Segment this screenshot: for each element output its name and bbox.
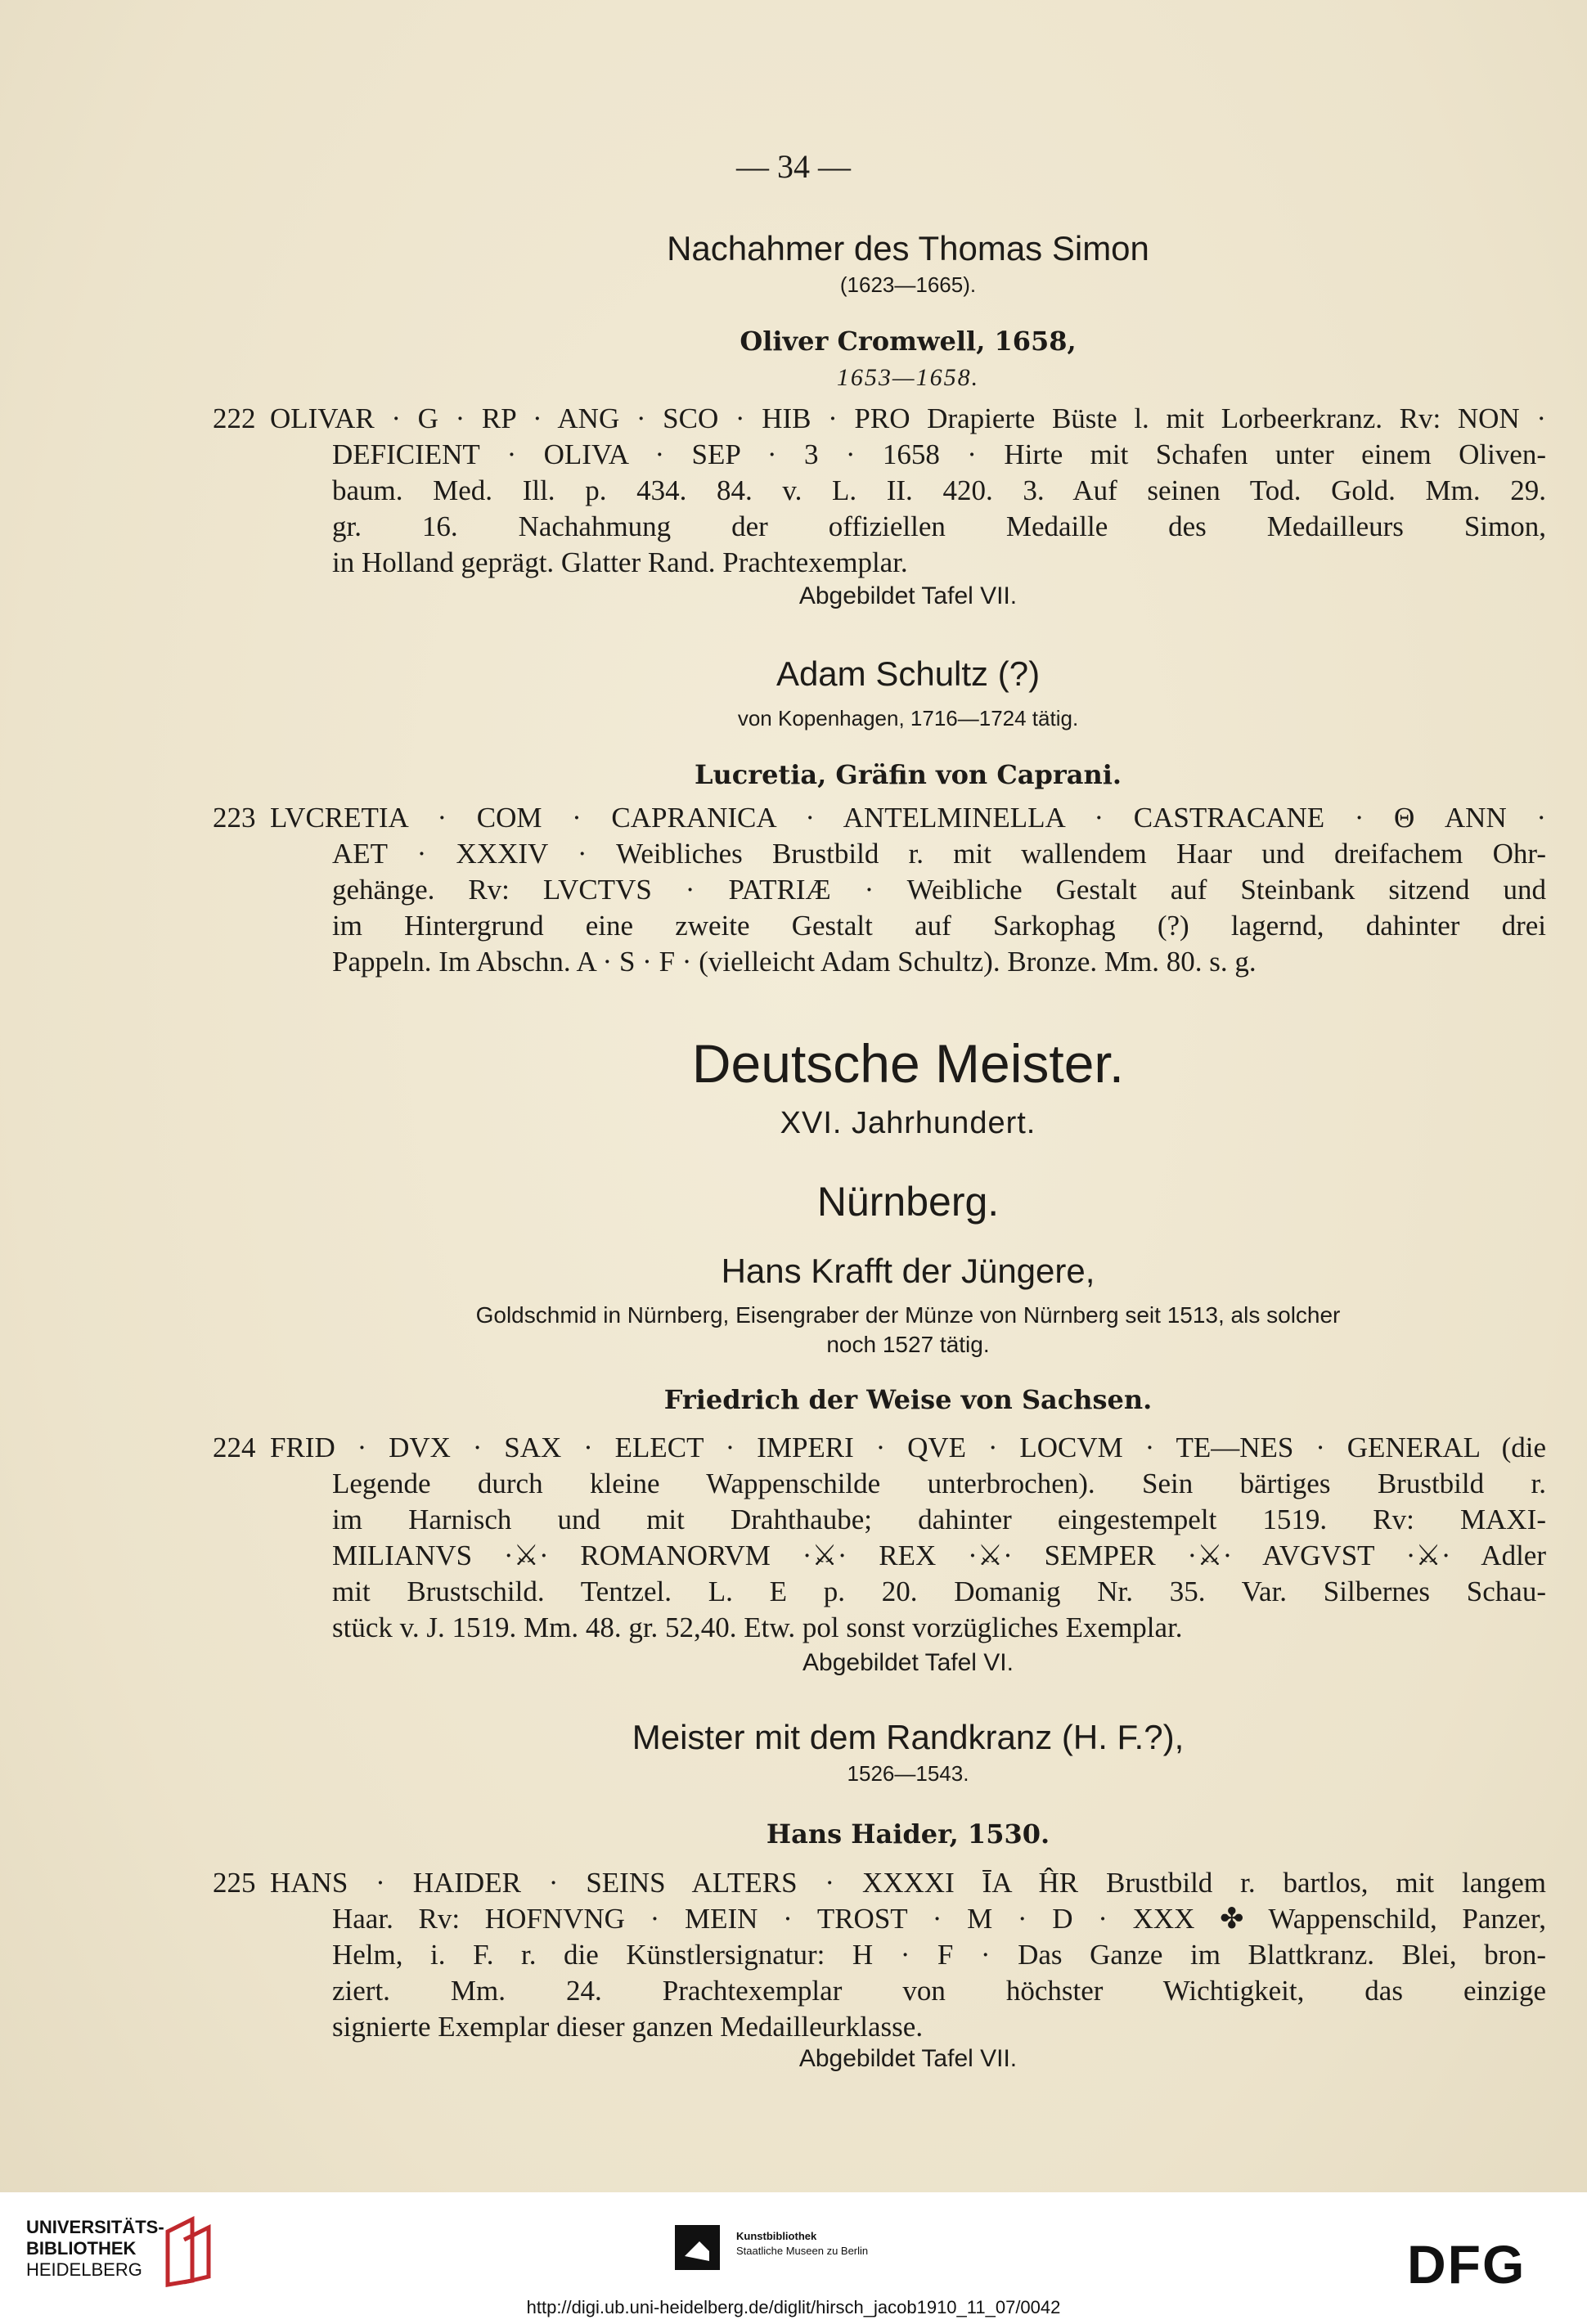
- entry-number: 224: [213, 1432, 256, 1463]
- subject-heading: Oliver Cromwell, 1658,: [740, 326, 1077, 357]
- university-library-logo-text: [26, 2217, 164, 2281]
- entry-line: Legende durch kleine Wappenschilde unterbrochen). Sein bärtiges Brustbild r.: [332, 1468, 1546, 1499]
- entry-line: HANS · HAIDER · SEINS ALTERS · XXXXI ĪA ĤR Brustbild r. bartlos, mit langem: [270, 1867, 1546, 1899]
- entry-line: Helm, i. F. r. die Künstlersignatur: H · F · Das Ganze im Blattkranz. Blei, bron-: [332, 1939, 1546, 1971]
- catalog-entry-222: [213, 401, 1546, 581]
- entry-line: ziert. Mm. 24. Prachtexemplar von höchster Wichtigkeit, das einzige: [332, 1975, 1546, 2007]
- entry-line: gr. 16. Nachahmung der offiziellen Medaille des Medailleurs Simon,: [332, 510, 1546, 542]
- subject-heading: Hans Haider, 1530.: [766, 1818, 1050, 1850]
- entry-number: 225: [213, 1867, 256, 1899]
- entry-line: FRID · DVX · SAX · ELECT · IMPERI · QVE · LOCVM · TE—NES · GENERAL (die: [270, 1432, 1546, 1463]
- university-library-logo-icon: [160, 2215, 225, 2289]
- section-title: Deutsche Meister.: [691, 1033, 1125, 1094]
- artist-dates: 1526—1543.: [847, 1761, 969, 1786]
- figure-reference: Abgebildet Tafel VII.: [798, 2045, 1018, 2072]
- city-heading: Nürnberg.: [816, 1179, 1000, 1225]
- entry-line: gehänge. Rv: LVCTVS · PATRIÆ · Weibliche Gestalt auf Steinbank sitzend und: [332, 874, 1546, 906]
- artist-heading: Nachahmer des Thomas Simon: [667, 229, 1149, 267]
- entry-line: mit Brustschild. Tentzel. L. E p. 20. Domanig Nr. 35. Var. Silbernes Schau-: [332, 1576, 1546, 1607]
- entry-line: Pappeln. Im Abschn. A · S · F · (vielleicht Adam Schultz). Bronze. Mm. 80. s. g.: [332, 946, 1257, 978]
- entry-line: Haar. Rv: HOFNVNG · MEIN · TROST · M · D · XXX ✤ Wappenschild, Panzer,: [332, 1903, 1546, 1935]
- entry-line: stück v. J. 1519. Mm. 48. gr. 52,40. Etw. pol sonst vorzügliches Exemplar.: [332, 1612, 1183, 1643]
- century-heading: XVI. Jahrhundert.: [780, 1106, 1036, 1140]
- entry-line: signierte Exemplar dieser ganzen Medailleurklasse.: [332, 2011, 924, 2043]
- subject-heading: Friedrich der Weise von Sachsen.: [663, 1384, 1153, 1415]
- entry-number: 222: [213, 402, 256, 434]
- entry-line: MILIANVS ·⚔· ROMANORVM ·⚔· REX ·⚔· SEMPER ·⚔· AVGVST ·⚔· Adler: [332, 1540, 1546, 1571]
- dfg-logo: DFG: [1407, 2234, 1526, 2295]
- entry-number: 223: [213, 802, 256, 834]
- kb-line: Kunstbibliothek: [736, 2230, 817, 2242]
- entry-line: im Hintergrund eine zweite Gestalt auf Sarkophag (?) lagernd, dahinter drei: [332, 910, 1546, 942]
- artist-heading: Meister mit dem Randkranz (H. F.?),: [632, 1718, 1185, 1756]
- footer-bar: [0, 2192, 1587, 2324]
- entry-line: in Holland geprägt. Glatter Rand. Prachtexemplar.: [332, 546, 908, 578]
- entry-line: im Harnisch und mit Drahthaube; dahinter eingestempelt 1519. Rv: MAXI-: [332, 1504, 1546, 1535]
- artist-dates: Goldschmid in Nürnberg, Eisengraber der Münze von Nürnberg seit 1513, als solcher: [475, 1302, 1341, 1328]
- artist-dates: von Kopenhagen, 1716—1724 tätig.: [737, 706, 1079, 730]
- artist-heading: Hans Krafft der Jüngere,: [721, 1252, 1095, 1290]
- subject-heading: Lucretia, Gräfin von Caprani.: [694, 759, 1122, 790]
- university-line: BIBLIOTHEK: [26, 2238, 137, 2259]
- kunstbibliothek-logo-icon: [675, 2225, 732, 2282]
- university-line: UNIVERSITÄTS-: [26, 2217, 164, 2237]
- catalog-entry-224: [213, 1430, 1546, 1646]
- entry-line: OLIVAR · G · RP · ANG · SCO · HIB · PRO Drapierte Büste l. mit Lorbeerkranz. Rv: NON ·: [270, 402, 1546, 434]
- source-url[interactable]: http://digi.ub.uni-heidelberg.de/diglit/hirsch_jacob1910_11_07/0042: [526, 2297, 1061, 2317]
- entry-line: LVCRETIA · COM · CAPRANICA · ANTELMINELLA · CASTRACANE · Θ ANN ·: [270, 802, 1546, 834]
- catalog-entry-225: [213, 1865, 1546, 2045]
- artist-heading: Adam Schultz (?): [776, 654, 1041, 693]
- entry-line: AET · XXXIV · Weibliches Brustbild r. mit wallendem Haar und dreifachem Ohr-: [332, 838, 1546, 870]
- catalog-entry-223: [213, 800, 1546, 980]
- artist-dates: (1623—1665).: [839, 272, 977, 297]
- page-number: — 34 —: [736, 148, 851, 185]
- subject-dates: 1653—1658.: [836, 364, 980, 391]
- figure-reference: Abgebildet Tafel VI.: [802, 1649, 1014, 1676]
- kunstbibliothek-logo-text: [736, 2229, 868, 2259]
- entry-line: baum. Med. Ill. p. 434. 84. v. L. II. 420. 3. Auf seinen Tod. Gold. Mm. 29.: [332, 474, 1546, 506]
- artist-dates-continued: noch 1527 tätig.: [826, 1332, 990, 1357]
- kb-line: Staatliche Museen zu Berlin: [736, 2245, 869, 2257]
- entry-line: DEFICIENT · OLIVA · SEP · 3 · 1658 · Hirte mit Schafen unter einem Oliven-: [332, 438, 1546, 470]
- figure-reference: Abgebildet Tafel VII.: [798, 582, 1018, 609]
- university-line: HEIDELBERG: [26, 2259, 142, 2280]
